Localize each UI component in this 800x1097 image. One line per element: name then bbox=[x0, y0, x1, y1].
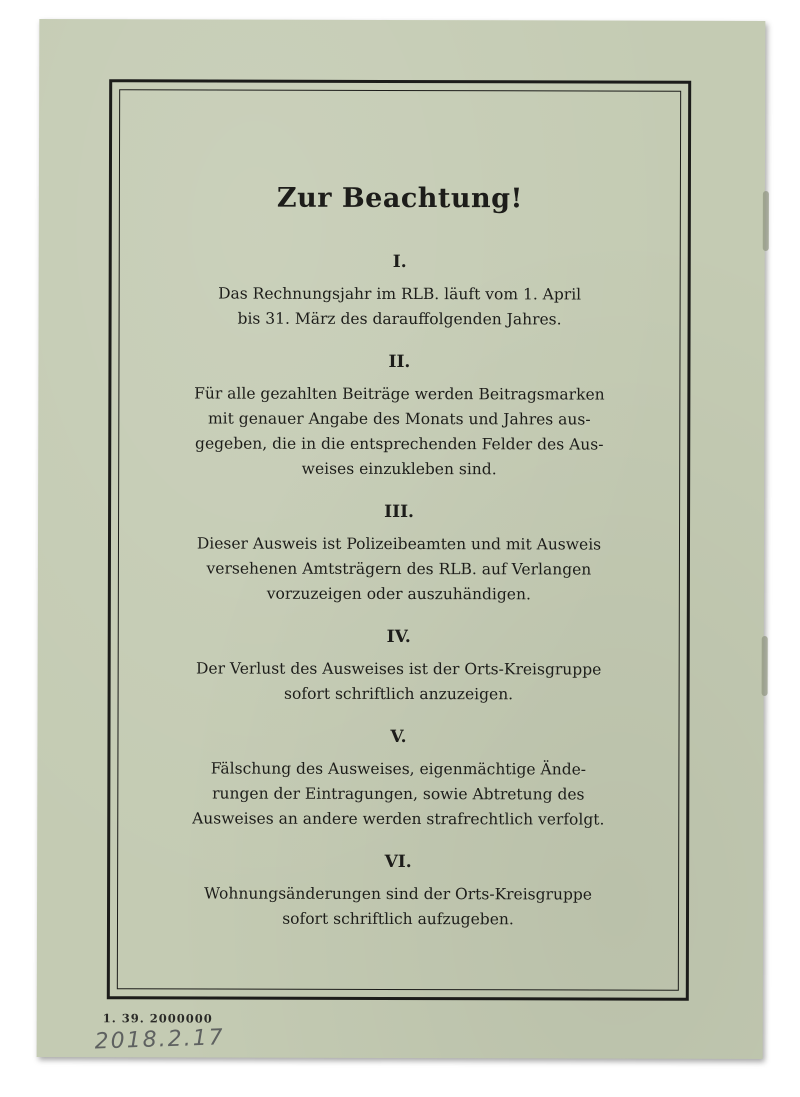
section-number: VI. bbox=[384, 851, 412, 873]
section-5 bbox=[150, 726, 646, 832]
section-text bbox=[150, 756, 646, 832]
text-line: Das Rechnungsjahr im RLB. läuft vom 1. April bbox=[218, 284, 582, 304]
section-text bbox=[150, 881, 646, 932]
page-title: Zur Beachtung! bbox=[276, 182, 523, 215]
notice-content bbox=[150, 182, 648, 952]
text-line: versehenen Amtsträgern des RLB. auf Verlangen bbox=[206, 559, 592, 579]
text-line: sofort schriftlich anzuzeigen. bbox=[284, 684, 514, 704]
text-line: Für alle gezahlten Beiträge werden Beitragsmarken bbox=[194, 384, 605, 404]
text-line: sofort schriftlich aufzugeben. bbox=[282, 909, 514, 929]
section-text bbox=[152, 281, 648, 332]
page-border bbox=[107, 79, 691, 1001]
section-6 bbox=[150, 851, 646, 932]
text-line: Wohnungsänderungen sind der Orts-Kreisgruppe bbox=[204, 884, 593, 904]
section-text bbox=[151, 381, 647, 482]
text-line: Ausweises an andere werden strafrechtlich verfolgt. bbox=[192, 809, 605, 829]
text-line: gegeben, die in die entsprechenden Felder des Aus- bbox=[195, 434, 604, 454]
section-number: III. bbox=[384, 501, 414, 523]
section-4 bbox=[151, 626, 647, 707]
print-code: 1. 39. 2000000 bbox=[102, 1011, 213, 1026]
text-line: mit genauer Angabe des Monats und Jahres aus- bbox=[207, 409, 591, 429]
spine-notch-bottom bbox=[762, 636, 768, 696]
section-2 bbox=[151, 351, 647, 482]
section-text bbox=[151, 656, 647, 707]
text-line: Fälschung des Ausweises, eigenmächtige Ände- bbox=[210, 759, 587, 779]
section-number: V. bbox=[390, 726, 407, 748]
spine-notch-top bbox=[763, 191, 769, 251]
text-line: rungen der Eintragungen, sowie Abtretung des bbox=[212, 784, 585, 804]
section-3 bbox=[151, 501, 647, 607]
text-line: Der Verlust des Ausweises ist der Orts-Kreisgruppe bbox=[195, 659, 602, 679]
text-line: weises einzukleben sind. bbox=[301, 459, 497, 479]
document-page bbox=[37, 19, 766, 1059]
text-line: vorzuzeigen oder auszuhändigen. bbox=[266, 584, 531, 604]
text-line: Dieser Ausweis ist Polizeibeamten und mit Ausweis bbox=[196, 534, 602, 554]
section-text bbox=[151, 531, 647, 607]
text-line: bis 31. März des darauffolgenden Jahres. bbox=[237, 309, 562, 329]
section-number: IV. bbox=[386, 626, 411, 648]
handwritten-date: 2018.2.17 bbox=[94, 1025, 226, 1055]
section-number: I. bbox=[392, 251, 407, 273]
section-1 bbox=[152, 251, 648, 332]
section-number: II. bbox=[388, 351, 411, 373]
